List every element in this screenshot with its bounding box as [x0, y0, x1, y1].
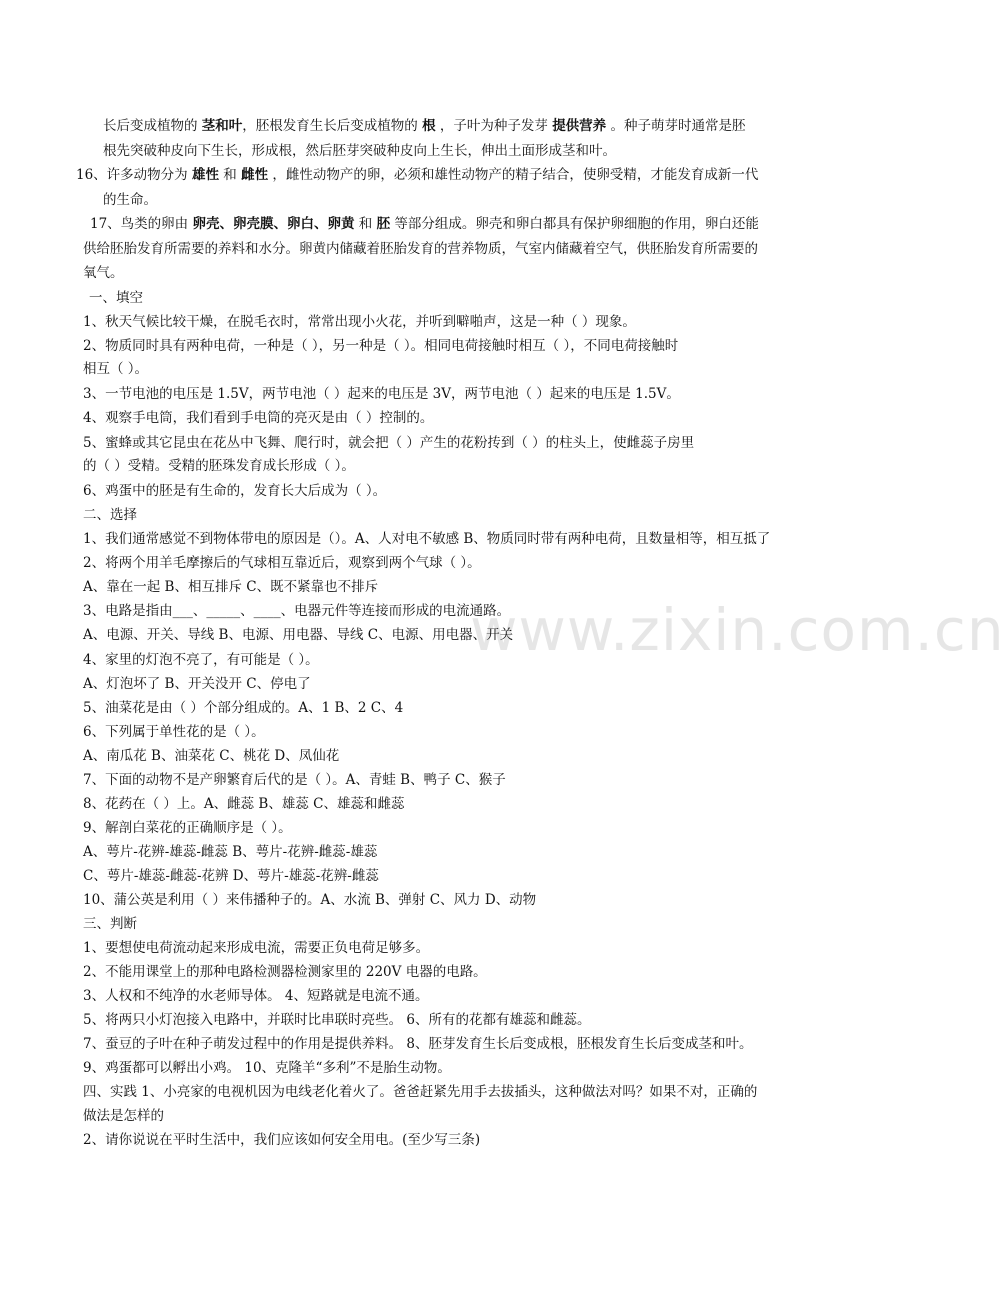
paragraph-17-line-2: 供给胚胎发育所需要的养料和水分。卵黄内储藏着胚胎发育的营养物质，气室内储藏着空气，供胚胎发育所需要的 — [83, 241, 758, 257]
text: ，雌性动物产的卵，必须和雄性动物产的精子结合，使卵受精，才能发育成新一代 — [268, 167, 759, 183]
answer-bold: 茎和叶 — [201, 118, 243, 134]
question-line: A、南瓜花 B、油菜花 C、桃花 D、凤仙花 — [83, 748, 340, 764]
question-line: 3、人权和不纯净的水老师导体。 4、短路就是电流不通。 — [83, 988, 429, 1004]
section-title-fill-in: 一、填空 — [89, 290, 143, 306]
question-line: A、萼片-花辨-雄蕊-雌蕊 B、萼片-花辨-雌蕊-雄蕊 — [83, 844, 378, 860]
text: 和 — [354, 216, 377, 232]
question-line: 10、蒲公英是利用（ ）来伟播种子的。A、水流 B、弹射 C、风力 D、动物 — [83, 892, 537, 908]
text: 16、许多动物分为 — [76, 167, 192, 183]
answer-bold: 雌性 — [241, 167, 269, 183]
question-line: 相互（ ）。 — [83, 361, 149, 377]
question-line: 做法是怎样的 — [83, 1108, 164, 1124]
answer-bold: 根 — [422, 118, 436, 134]
question-line: A、灯泡坏了 B、开关没开 C、停电了 — [83, 676, 311, 692]
paragraph-15-line-2: 根先突破种皮向下生长，形成根，然后胚芽突破种皮向上生长，伸出土面形成茎和叶。 — [103, 143, 616, 159]
question-line: 7、下面的动物不是产卵繁育后代的是（ ）。A、青蛙 B、鸭子 C、猴子 — [83, 772, 506, 788]
answer-bold: 卵壳、卵壳膜、卵白、卵黄 — [192, 216, 355, 232]
question-line: 9、鸡蛋都可以孵出小鸡。 10、克隆羊“多利”不是胎生动物。 — [83, 1060, 451, 1076]
paragraph-17-line-1 — [90, 214, 759, 234]
question-line: 9、解剖白菜花的正确顺序是（ ）。 — [83, 820, 292, 836]
text: 和 — [218, 167, 242, 183]
question-line: 2、将两个用羊毛摩擦后的气球相互靠近后，观察到两个气球（ ）。 — [83, 555, 481, 571]
question-line: 6、下列属于单性花的是（ ）。 — [83, 724, 265, 740]
question-line: 4、家里的灯泡不亮了，有可能是（ ）。 — [83, 652, 319, 668]
answer-bold: 提供营养 — [552, 118, 607, 134]
text: 长后变成植物的 — [103, 118, 202, 134]
question-line: A、电源、开关、导线 B、电源、用电器、导线 C、电源、用电器、开关 — [83, 627, 514, 643]
question-line: 5、蜜蜂或其它昆虫在花丛中飞舞、爬行时，就会把（ ）产生的花粉抟到（ ）的柱头上，使雌蕊子房里 — [83, 435, 695, 451]
question-line: 1、要想使电荷流动起来形成电流，需要正负电荷足够多。 — [83, 940, 430, 956]
watermark: www.zixin.com.cn — [470, 596, 1005, 664]
question-line: 1、秋天气候比较干燥，在脱毛衣时，常常出现小火花，并听到噼啪声，这是一种（ ）现象。 — [83, 314, 636, 330]
question-line: 5、将两只小灯泡接入电路中，并联时比串联时亮些。 6、所有的花都有雄蕊和雌蕊。 — [83, 1012, 591, 1028]
question-line: 6、鸡蛋中的胚是有生命的，发育长大后成为（ ）。 — [83, 483, 387, 499]
section-title-choice: 二、选择 — [83, 507, 137, 523]
question-line: 3、一节电池的电压是 1.5V，两节电池（ ）起来的电压是 3V，两节电池（ ）起来的电压是 1.5V。 — [83, 386, 680, 402]
text: ，子叶为种子发芽 — [435, 118, 553, 134]
text: 17、鸟类的卵由 — [90, 216, 193, 232]
paragraph-16-line-1 — [76, 165, 758, 185]
paragraph-16-line-2: 的生命。 — [103, 192, 157, 208]
question-line: 4、观察手电筒，我们看到手电筒的亮灭是由（ ）控制的。 — [83, 410, 434, 426]
text: 。种子萌芽时通常是胚 — [606, 118, 746, 134]
text: ，胚根发育生长后变成植物的 — [242, 118, 423, 134]
question-line: 1、我们通常感觉不到物体带电的原因是（）。A、人对电不敏感 B、物质同时带有两种电荷，且数量相等，相互抵了 — [83, 531, 771, 547]
section-title-judge: 三、判断 — [83, 916, 137, 932]
question-line: 2、不能用课堂上的那种电路检测器检测家里的 220V 电器的电路。 — [83, 964, 487, 980]
question-line: 2、物质同时具有两种电荷，一种是（ ），另一种是（ ）。相同电荷接触时相互（ ），不同电荷接触时 — [83, 338, 679, 354]
question-line: 8、花药在（ ）上。A、雌蕊 B、雄蕊 C、雄蕊和雌蕊 — [83, 796, 405, 812]
paragraph-17-line-3: 氧气。 — [83, 265, 124, 281]
question-line: 7、蚕豆的子叶在种子萌发过程中的作用是提供养料。 8、胚芽发育生长后变成根，胚根发育生长后变成茎和叶。 — [83, 1036, 753, 1052]
question-line: A、靠在一起 B、相互排斥 C、既不紧靠也不排斥 — [83, 579, 379, 595]
question-line: 四、实践 1、小亮家的电视机因为电线老化着火了。爸爸赶紧先用手去拔插头，这种做法对吗？如果不对，正确的 — [83, 1084, 758, 1100]
answer-bold: 胚 — [376, 216, 391, 232]
answer-bold: 雄性 — [191, 167, 219, 183]
paragraph-15-line-1 — [103, 116, 745, 136]
question-line: 3、电路是指由___、_____、____、电器元件等连接而形成的电流通路。 — [83, 603, 511, 619]
question-line: 的（ ）受精。受精的胚珠发育成长形成（ ）。 — [83, 458, 355, 474]
question-line: 2、请你说说在平时生活中，我们应该如何安全用电。(至少写三条) — [83, 1132, 481, 1148]
question-line: C、萼片-雄蕊-雌蕊-花辨 D、萼片-雄蕊-花辨-雌蕊 — [83, 868, 379, 884]
question-line: 5、油菜花是由（ ）个部分组成的。A、1 B、2 C、4 — [83, 700, 404, 716]
text: 等部分组成。卵壳和卵白都具有保护卵细胞的作用，卵白还能 — [390, 216, 759, 232]
